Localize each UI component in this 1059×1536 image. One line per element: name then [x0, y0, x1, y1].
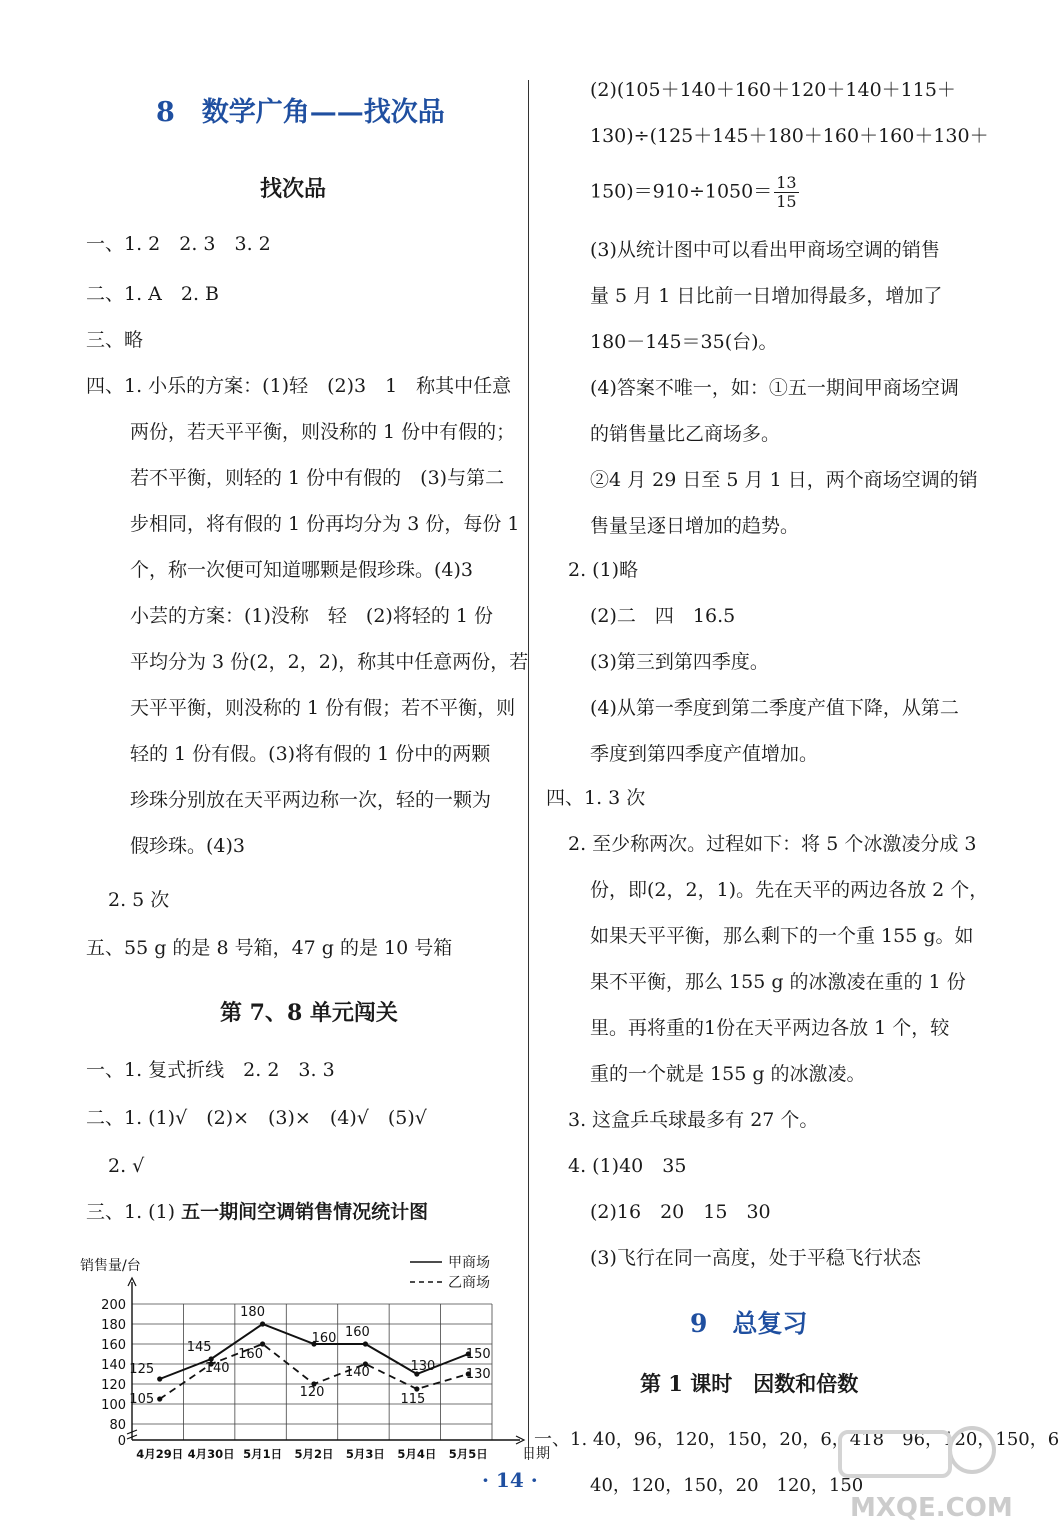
legend-label: 乙商场: [448, 1275, 490, 1291]
answer-line: (3)从统计图中可以看出甲商场空调的销售: [590, 239, 940, 261]
data-label: 150: [465, 1347, 491, 1362]
section-title-unit-test: 第 7、8 单元闯关: [220, 1000, 398, 1026]
answer-line: 步相同，将有假的 1 份再均分为 3 份，每份 1: [130, 513, 520, 535]
answer-line: 180－145＝35(台)。: [590, 331, 778, 353]
x-tick-label: 5月3日: [345, 1447, 385, 1461]
data-point: [363, 1341, 368, 1346]
answer-line: 售量呈逐日增加的趋势。: [590, 515, 800, 537]
page-number: · 14 ·: [482, 1468, 538, 1492]
lesson-title: 第 1 课时 因数和倍数: [640, 1371, 859, 1396]
answer-line: 2. (1)略: [568, 559, 639, 581]
answer-line: 假珍珠。(4)3: [130, 835, 246, 857]
answer-prefix: 三、1. (1): [86, 1201, 176, 1223]
x-tick-label: 4月30日: [187, 1447, 235, 1461]
answer-line: 若不平衡，则轻的 1 份中有假的 (3)与第二: [130, 467, 505, 489]
x-tick-label: 5月1日: [243, 1447, 283, 1461]
y-tick-label: 120: [101, 1378, 126, 1393]
answer-line: 四、1. 小乐的方案：(1)轻 (2)3 1 称其中任意: [86, 375, 512, 397]
x-tick-label: 4月29日: [136, 1447, 184, 1461]
fraction-denominator: 15: [776, 192, 797, 211]
y-tick-label: 100: [101, 1398, 126, 1413]
watermark-logo: [832, 1420, 1013, 1534]
answer-line: (3)飞行在同一高度，处于平稳飞行状态: [590, 1247, 921, 1269]
data-point: [414, 1386, 419, 1391]
data-label: 160: [238, 1347, 263, 1362]
answer-line: 量 5 月 1 日比前一日增加得最多，增加了: [590, 285, 943, 307]
data-label: 140: [345, 1365, 370, 1380]
data-point: [260, 1321, 265, 1326]
y-tick-label: 140: [101, 1358, 126, 1373]
answer-line: 2. 5 次: [108, 889, 170, 911]
answer-line: 130)÷(125＋145＋180＋160＋160＋130＋: [590, 125, 989, 147]
y-tick-label: 200: [101, 1298, 126, 1313]
chapter-title: 8 数学广角——找次品: [156, 97, 445, 128]
answer-line: 果不平衡，那么 155 g 的冰激凌在重的 1 份: [590, 971, 966, 993]
answer-line: 四、1. 3 次: [546, 787, 646, 809]
x-axis-label: 日期: [522, 1446, 550, 1462]
answer-line: (2)二 四 16.5: [590, 605, 736, 627]
answer-line: 小芸的方案：(1)没称 轻 (2)将轻的 1 份: [130, 605, 493, 627]
data-label: 145: [186, 1340, 212, 1355]
data-label: 140: [204, 1361, 230, 1376]
answer-line: 三、略: [86, 329, 144, 351]
answer-line: 如果天平平衡，那么剩下的一个重 155 g。如: [590, 925, 974, 947]
section-title-find-defective: 找次品: [260, 176, 327, 202]
x-tick-label: 5月5日: [448, 1447, 488, 1461]
answer-line: 一、1. 2 2. 3 3. 2: [86, 233, 271, 255]
x-tick-label: 5月4日: [397, 1447, 437, 1461]
answer-line: ②4 月 29 日至 5 月 1 日，两个商场空调的销: [590, 469, 978, 491]
answer-line: 个，称一次便可知道哪颗是假珍珠。(4)3: [130, 559, 474, 581]
data-label: 115: [400, 1392, 426, 1407]
data-label: 160: [345, 1325, 370, 1340]
column-divider: [528, 80, 529, 1460]
data-label: 180: [240, 1305, 265, 1320]
line-chart: [80, 1255, 550, 1486]
data-point: [260, 1341, 265, 1346]
data-label: 160: [311, 1331, 337, 1346]
svg-text:MXQE.COM: MXQE.COM: [850, 1493, 1013, 1523]
legend-label: 甲商场: [448, 1255, 490, 1271]
answer-line: 里。再将重的1份在天平两边各放 1 个，较: [590, 1017, 950, 1039]
answer-line: 2. 至少称两次。过程如下：将 5 个冰激凌分成 3: [568, 833, 977, 855]
answer-line: 4. (1)40 35: [568, 1155, 687, 1177]
answer-line: 二、1. A 2. B: [86, 283, 220, 305]
data-point: [157, 1396, 162, 1401]
y-tick-label: 80: [109, 1418, 126, 1433]
answer-line: 平均分为 3 份(2，2，2)，称其中任意两份，若: [130, 651, 529, 673]
data-point: [157, 1376, 162, 1381]
answer-line: 季度到第四季度产值增加。: [590, 743, 819, 765]
answer-line: [86, 1200, 428, 1224]
answer-line: (4)从第一季度到第二季度产值下降，从第二: [590, 697, 959, 719]
answer-line: 一、1. 40，96，120，150，20，6，418 96，120，150，6: [534, 1429, 1059, 1450]
data-label: 130: [465, 1367, 491, 1382]
equation-text: 150)＝910÷1050＝: [590, 180, 773, 203]
answer-line: 五、55 g 的是 8 号箱，47 g 的是 10 号箱: [86, 937, 453, 959]
x-tick-label: 5月2日: [294, 1447, 334, 1461]
answer-line: (2)(105＋140＋160＋120＋140＋115＋: [590, 79, 956, 101]
answer-line: 轻的 1 份有假。(3)将有假的 1 份中的两颗: [130, 743, 491, 765]
answer-line: 一、1. 复式折线 2. 2 3. 3: [86, 1059, 335, 1081]
answer-line: 的销售量比乙商场多。: [590, 423, 781, 445]
answer-line: 2. √: [108, 1155, 145, 1177]
fraction-numerator: 13: [776, 173, 797, 192]
answer-line: 天平平衡，则没称的 1 份有假；若不平衡，则: [130, 697, 516, 719]
answer-line: (4)答案不唯一，如：①五一期间甲商场空调: [590, 377, 959, 399]
answer-line: 重的一个就是 155 g 的冰激凌。: [590, 1063, 866, 1085]
answer-line: 珍珠分别放在天平两边称一次，轻的一颗为: [130, 789, 492, 811]
answer-line: 两份，若天平平衡，则没称的 1 份中有假的；: [130, 421, 516, 443]
data-label: 120: [299, 1385, 325, 1400]
chart-title: 五一期间空调销售情况统计图: [181, 1201, 429, 1223]
answer-line: 份，即(2，2，1)。先在天平的两边各放 2 个，: [590, 879, 989, 901]
chapter-9-title: 9 总复习: [690, 1309, 808, 1338]
answer-line: 3. 这盒乒乓球最多有 27 个。: [568, 1109, 819, 1131]
answer-line: (3)第三到第四季度。: [590, 651, 769, 673]
data-label: 130: [410, 1359, 436, 1374]
answer-line: (2)16 20 15 30: [590, 1201, 771, 1223]
y-tick-label: 160: [101, 1338, 126, 1353]
fraction: [774, 174, 798, 211]
y-axis-label: 销售量/台: [80, 1258, 141, 1274]
data-label: 105: [129, 1392, 155, 1407]
answer-line: [590, 174, 799, 211]
answer-line: 40，120，150，20 120，150: [590, 1475, 864, 1496]
y-tick-label: 0: [117, 1434, 126, 1449]
data-label: 125: [129, 1362, 155, 1377]
answer-line: 二、1. (1)√ (2)× (3)× (4)√ (5)√: [86, 1107, 427, 1129]
y-tick-label: 180: [101, 1318, 126, 1333]
